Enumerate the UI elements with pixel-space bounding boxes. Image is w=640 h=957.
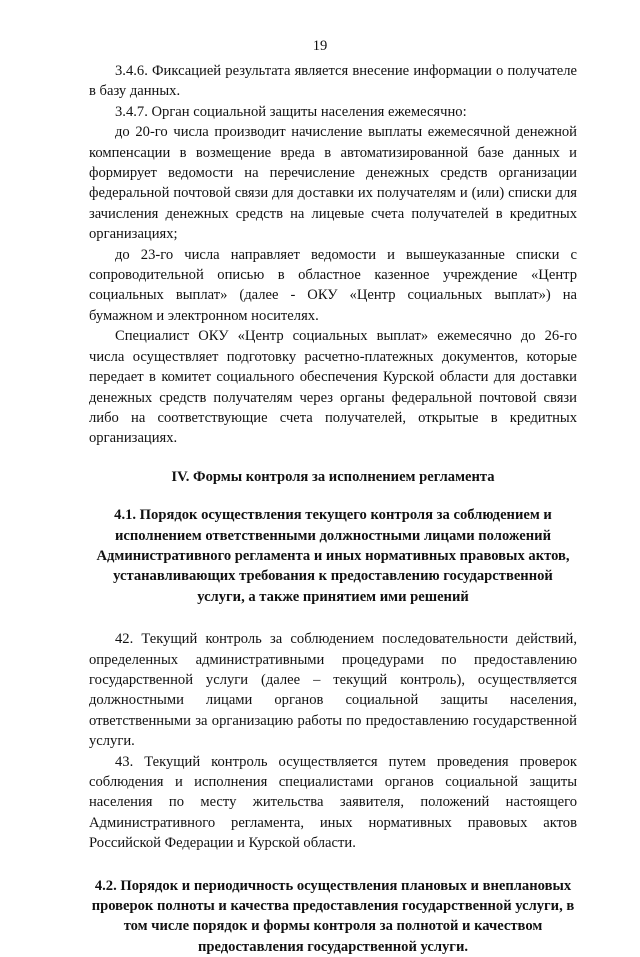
paragraph-specialist-oku: Специалист ОКУ «Центр социальных выплат» ежемесячно до 26-го числа осуществляет подготовку расчетно-платежных документов, которые передает в комитет социального обеспечения Курской области для доставки денежных средств получателям через органы федеральной почтовой связи либо на соответствующие счета получателей, открытые в кредитных организациях. (89, 328, 577, 447)
page-number: 19 (312, 38, 328, 54)
subsection-4-2-heading: 4.2. Порядок и периодичность осуществления плановых и внеплановых проверок полноты и качества предоставления государственной услуги, в том числе порядок и формы контроля за полнотой и качеством предоставления государственной услуги. (91, 877, 575, 955)
paragraph-deadline-20: до 20-го числа производит начисление выплаты ежемесячной денежной компенсации в возмещение вреда в автоматизированной базе данных и формирует ведомости на перечисление денежных средств организации федеральной почтовой связи для доставки их получателям и (или) списки для зачисления денежных средств на лицевые счета получателей в кредитных организациях; (89, 124, 577, 243)
subsection-4-1-heading: 4.1. Порядок осуществления текущего контроля за соблюдением и исполнением ответственными должностными лицами положений Административного регламента и иных нормативных правовых актов, устанавливающих требования к предоставлению государственной услуги, а также принятием ими решений (96, 507, 570, 605)
paragraph-3-4-6: 3.4.6. Фиксацией результата является внесение информации о получателе в базу данных. (89, 63, 577, 100)
paragraph-42: 42. Текущий контроль за соблюдением последовательности действий, определенных административными процедурами по предоставлению государственной услуги (далее – текущий контроль), осуществляется должностными лицами органов социальной защиты населения, ответственными за организацию работы по предоставлению государственной услуги. (89, 631, 577, 750)
paragraph-43: 43. Текущий контроль осуществляется путем проведения проверок соблюдения и исполнения специалистами органов социальной защиты населения по месту жительства заявителя, положений настоящего Административного регламента, иных нормативных правовых актов Российской Федерации и Курской области. (89, 753, 577, 852)
paragraph-3-4-7: 3.4.7. Орган социальной защиты населения ежемесячно: (115, 103, 467, 120)
section-iv-heading: IV. Формы контроля за исполнением регламента (171, 468, 495, 485)
page-content (89, 61, 577, 957)
paragraph-deadline-23: до 23-го числа направляет ведомости и вышеуказанные списки с сопроводительной описью в областное казенное учреждение «Центр социальных выплат» (далее - ОКУ «Центр социальных выплат») на бумажном и электронном носителях. (89, 246, 577, 324)
